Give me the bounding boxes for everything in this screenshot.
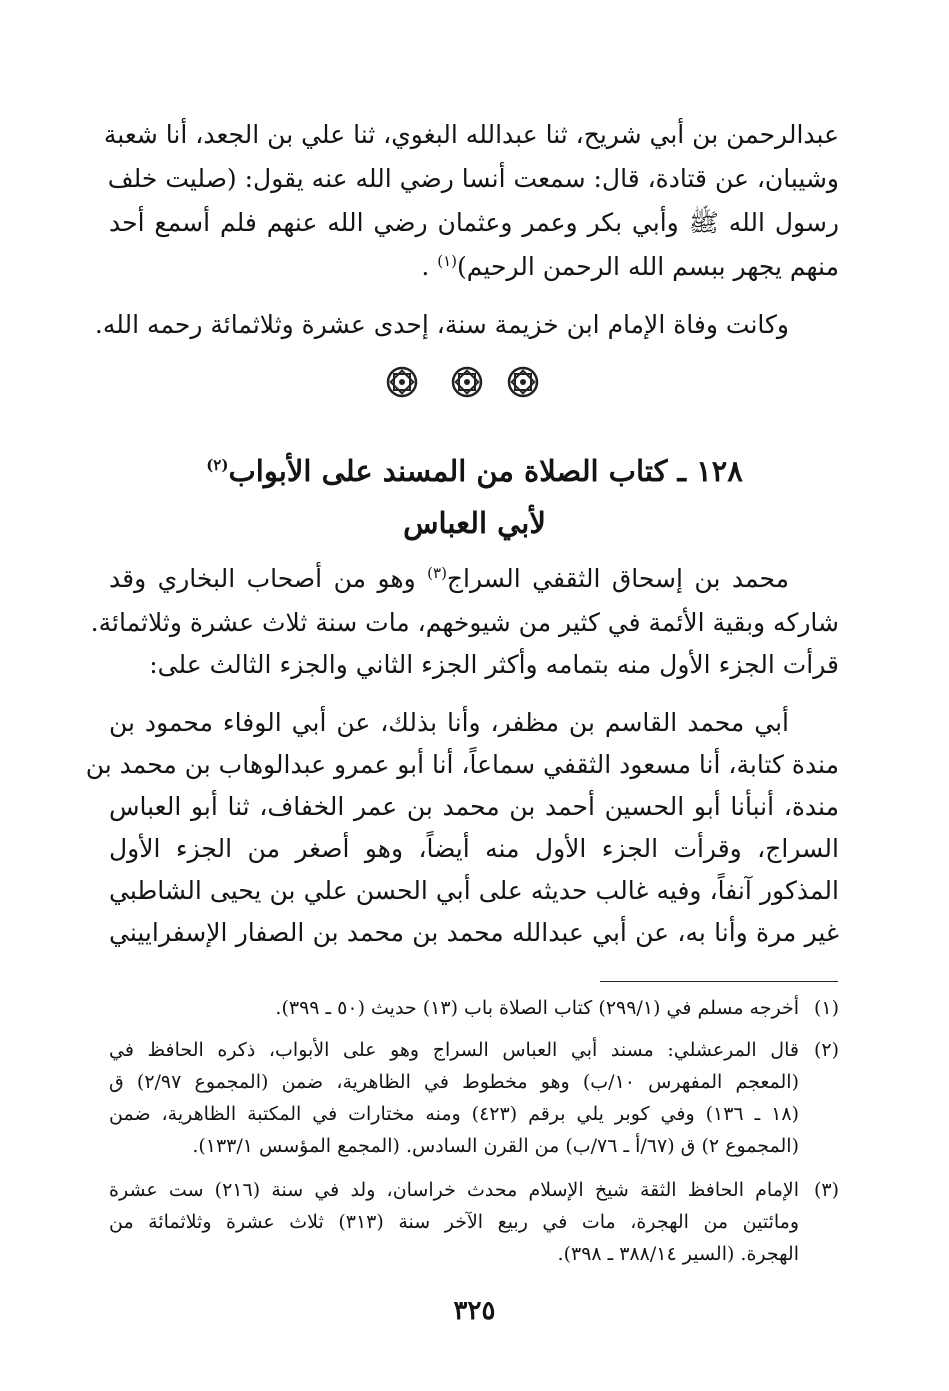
para2-line-3: مندة، أنبأنا أبو الحسين أحمد بن محمد بن عمر الخفاف، ثنا أبو العباس <box>109 792 839 821</box>
para2-line-4: السراج، وقرأت الجزء الأول منه أيضاً، وهو أصغر من الجزء الأول <box>109 834 839 863</box>
footnote-2-line-3: (١٨ ـ ١٣٦) وفي كوبر يلي برقم (٤٢٣) ومنه مختارات في المكتبة الظاهرية، ضمن <box>109 1103 799 1125</box>
intro-line-1: عبدالرحمن بن أبي شريح، ثنا عبدالله البغوي، ثنا علي بن الجعد، أنا شعبة <box>103 120 839 149</box>
footnote-separator <box>600 981 838 982</box>
para1-line-1 <box>109 560 839 598</box>
page-number: ٣٢٥ <box>453 1296 496 1326</box>
intro-line-4-text: منهم يجهر ببسم الله الرحمن الرحيم) <box>457 252 839 281</box>
footnote-3-line-2: ومائتين من الهجرة، مات في ربيع الآخر سنة (٣١٣) ثلاث عشرة وثلاثمائة من <box>109 1211 799 1233</box>
intro-line-2: وشيبان، عن قتادة، قال: سمعت أنسا رضي الله عنه يقول: (صليت خلف <box>107 164 839 193</box>
para2-line-6: غير مرة وأنا به، عن أبي عبدالله محمد بن محمد بن الصفار الإسفراييني <box>109 918 839 947</box>
death-note: وكانت وفاة الإمام ابن خزيمة سنة، إحدى عشرة وثلاثمائة رحمه الله. <box>94 310 789 339</box>
ornament-icon <box>451 366 483 398</box>
footnote-1-number: (١) <box>813 997 839 1019</box>
para1-line-1-a: محمد بن إسحاق الثقفي السراج <box>446 564 789 593</box>
footnote-2-line-4: (المجموع ٢) ق (٦٧/أ ـ ٧٦/ب) من القرن السادس. (المجمع المؤسس ١٣٣/١). <box>192 1135 799 1157</box>
footnote-1-line-1: أخرجه مسلم في (٢٩٩/١) كتاب الصلاة باب (١٣) حديث (٥٠ ـ ٣٩٩). <box>275 997 799 1019</box>
footnote-ref-3: (٣) <box>427 564 447 582</box>
intro-line-3: رسول الله ﷺ وأبي بكر وعمر وعثمان رضي الله عنهم فلم أسمع أحد <box>109 208 839 237</box>
footnote-3-number: (٣) <box>813 1179 839 1201</box>
ornament-icon <box>507 366 539 398</box>
para2-line-2: مندة كتابة، أنا مسعود الثقفي سماعاً، أنا أبو عمرو عبدالوهاب بن محمد بن <box>85 750 839 779</box>
para1-line-1-b: وهو من أصحاب البخاري وقد <box>109 564 428 593</box>
footnote-ref-1: (١) <box>437 252 458 270</box>
intro-line-4-end: . <box>421 252 430 281</box>
footnote-2-number: (٢) <box>813 1039 839 1061</box>
para1-line-2: شاركه وبقية الأئمة في كثير من شيوخهم، مات سنة ثلاث عشرة وثلاثمائة. <box>90 608 839 637</box>
footnote-2-line-1: قال المرعشلي: مسند أبي العباس السراج وهو على الأبواب، ذكره الحافظ في <box>109 1039 799 1061</box>
section-title-text: ١٢٨ ـ كتاب الصلاة من المسند على الأبواب <box>228 454 743 488</box>
para1-line-3: قرأت الجزء الأول منه بتمامه وأكثر الجزء الثاني والجزء الثالث على: <box>149 650 839 679</box>
para2-line-5: المذكور آنفاً، وفيه غالب حديثه على أبي الحسن علي بن يحيى الشاطبي <box>109 876 839 905</box>
para2-line-1: أبي محمد القاسم بن مظفر، وأنا بذلك، عن أبي الوفاء محمود بن <box>109 708 789 737</box>
footnote-ref-2: (٢) <box>206 456 229 474</box>
intro-line-4 <box>109 248 839 286</box>
footnote-3-line-3: الهجرة. (السير ٣٨٨/١٤ ـ ٣٩٨). <box>557 1243 799 1265</box>
section-title <box>0 450 949 492</box>
footnote-3-line-1: الإمام الحافظ الثقة شيخ الإسلام محدث خراسان، ولد في سنة (٢١٦) ست عشرة <box>109 1179 799 1201</box>
section-subtitle: لأبي العباس <box>403 506 546 540</box>
footnote-2-line-2: (المعجم المفهرس ١٠/ب) وهو مخطوط في الظاهرية، ضمن (المجموع ٢/٩٧) ق <box>109 1071 799 1093</box>
ornament-icon <box>386 366 418 398</box>
